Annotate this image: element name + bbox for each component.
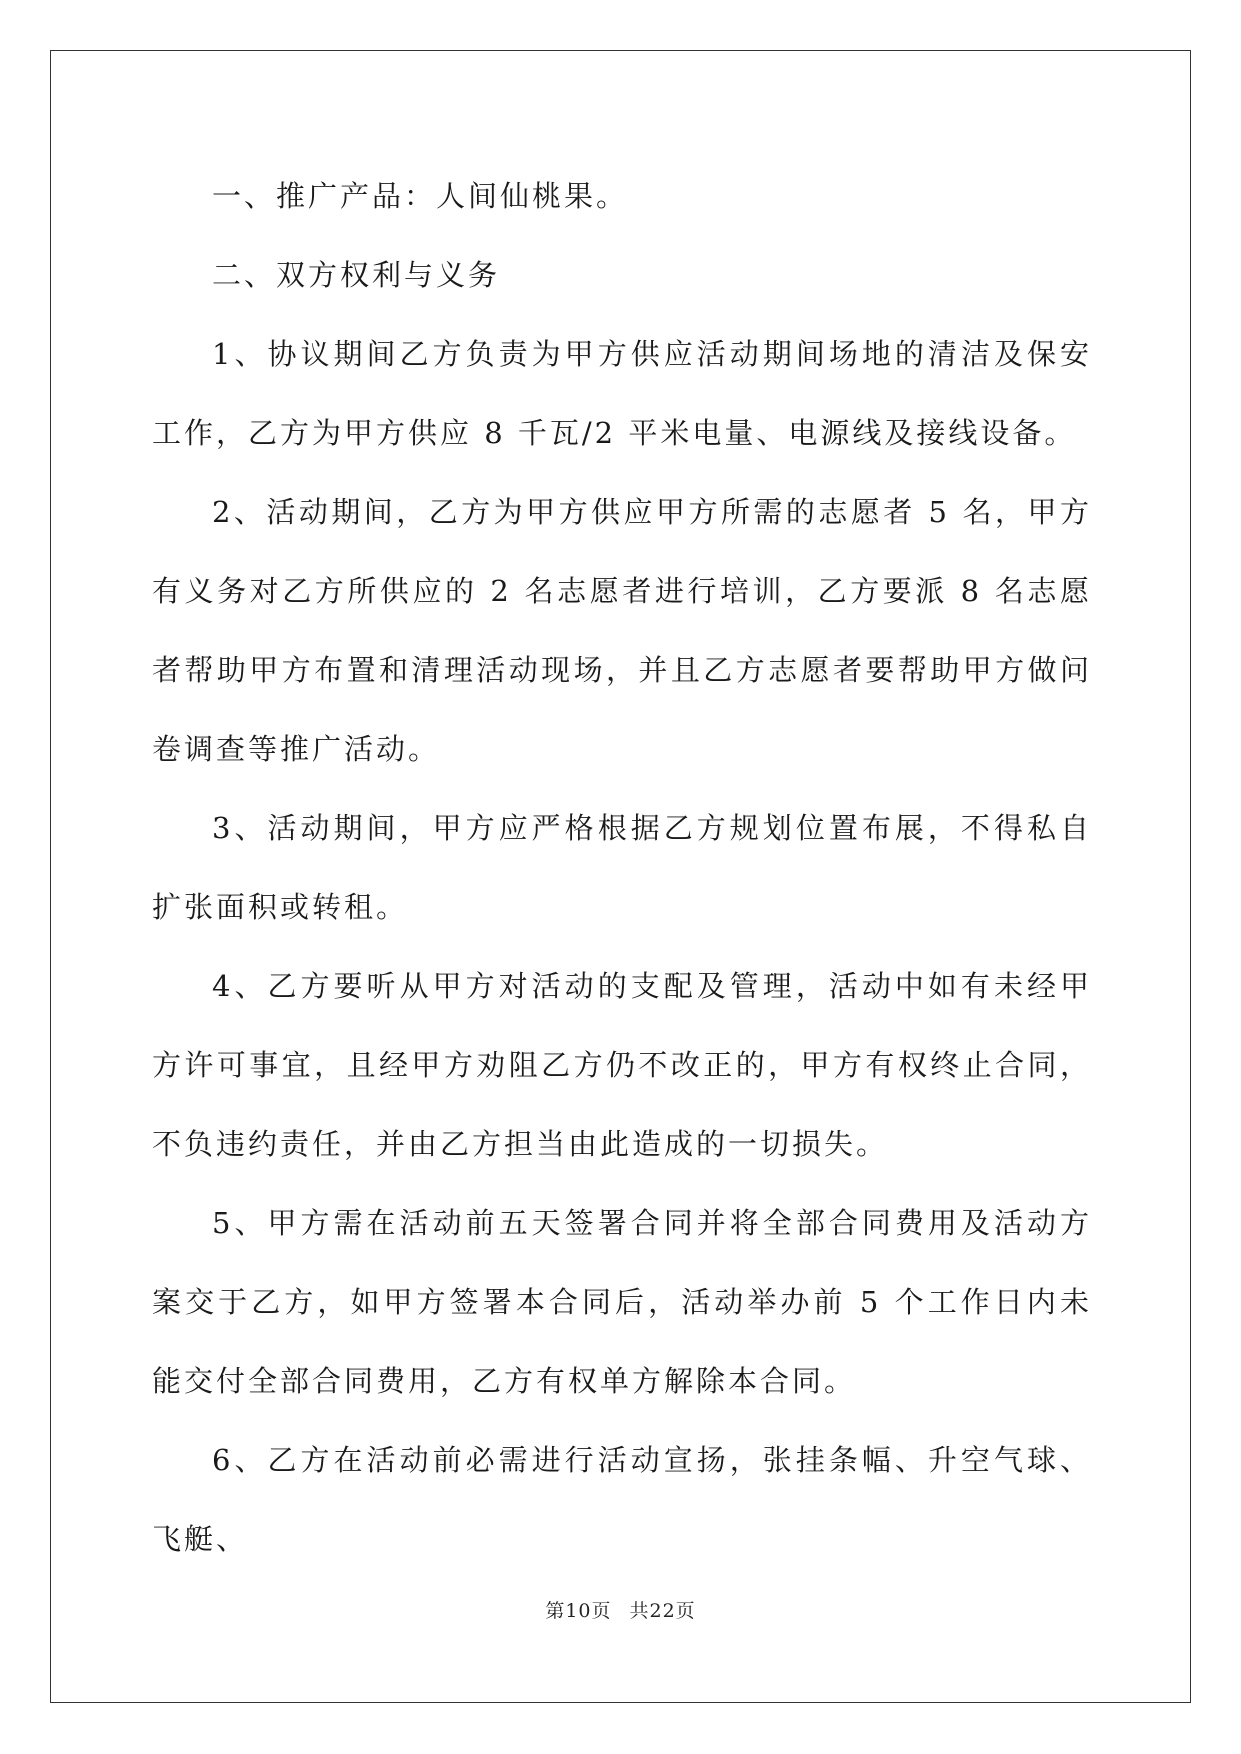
document-body — [152, 157, 1092, 1579]
page-total: 共22页 — [629, 1600, 696, 1622]
clause-3: 3、活动期间，甲方应严格根据乙方规划位置布展，不得私自扩张面积或转租。 — [152, 811, 1092, 924]
clause-1: 1、协议期间乙方负责为甲方供应活动期间场地的清洁及保安工作，乙方为甲方供应 8 千瓦/2 平米电量、电源线及接线设备。 — [152, 337, 1092, 450]
section-heading-product: 一、推广产品：人间仙桃果。 — [212, 179, 629, 213]
page-number: 第10页 — [545, 1600, 612, 1622]
section-heading-rights: 二、双方权利与义务 — [212, 258, 501, 292]
page-footer — [0, 1596, 1241, 1623]
clause-6: 6、乙方在活动前必需进行活动宣扬，张挂条幅、升空气球、飞艇、 — [152, 1443, 1092, 1556]
clause-2: 2、活动期间，乙方为甲方供应甲方所需的志愿者 5 名，甲方有义务对乙方所供应的 2 名志愿者进行培训，乙方要派 8 名志愿者帮助甲方布置和清理活动现场，并且乙方志愿者要帮助甲方做问卷调查等推广活动。 — [152, 495, 1092, 766]
clause-4: 4、乙方要听从甲方对活动的支配及管理，活动中如有未经甲方许可事宜，且经甲方劝阻乙方仍不改正的，甲方有权终止合同，不负违约责任，并由乙方担当由此造成的一切损失。 — [152, 969, 1092, 1161]
clause-5: 5、甲方需在活动前五天签署合同并将全部合同费用及活动方案交于乙方，如甲方签署本合同后，活动举办前 5 个工作日内未能交付全部合同费用，乙方有权单方解除本合同。 — [152, 1206, 1092, 1398]
